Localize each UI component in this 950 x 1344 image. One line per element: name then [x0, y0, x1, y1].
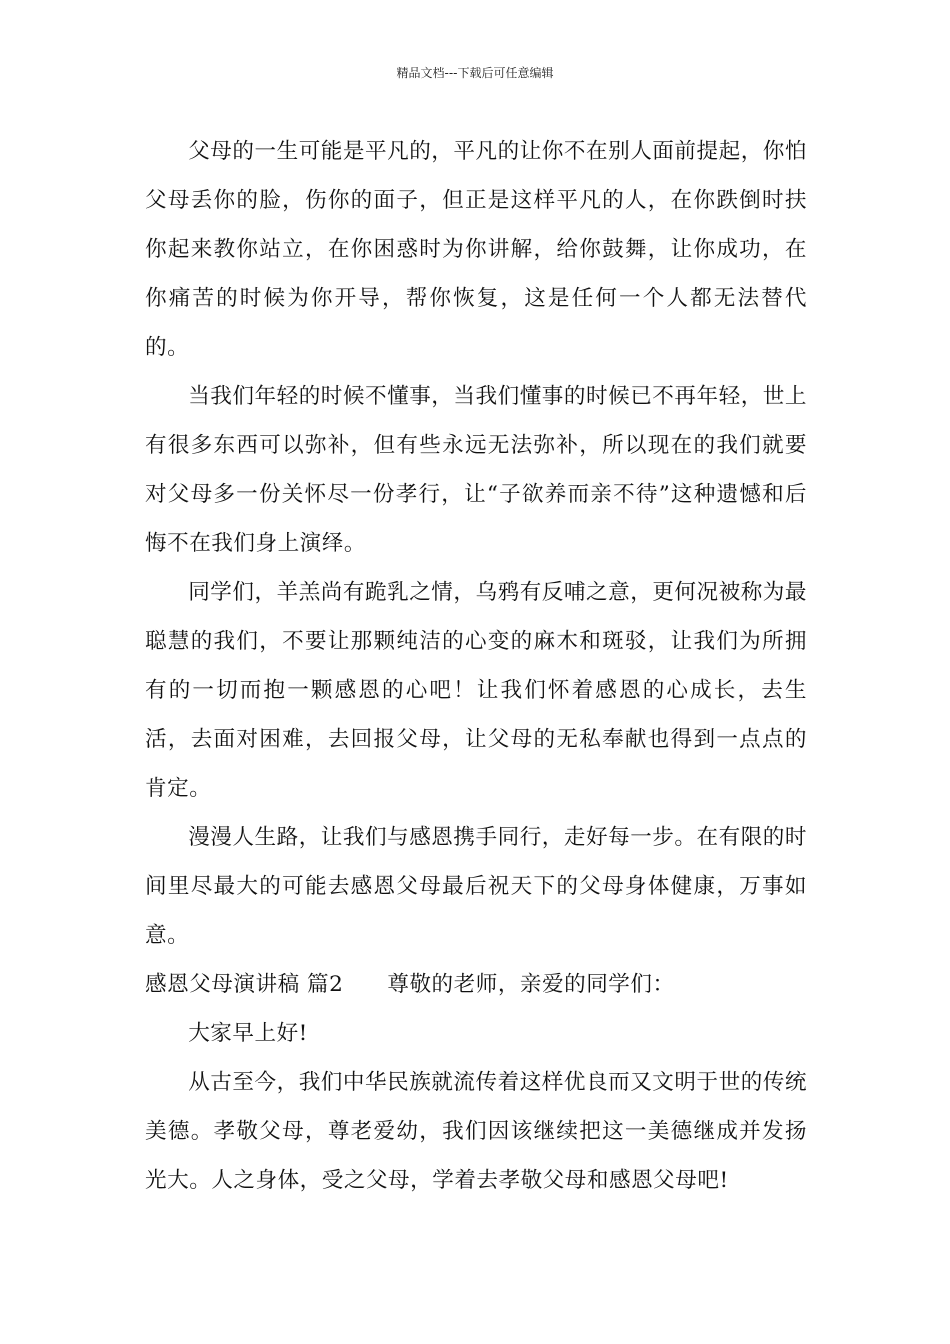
paragraph-classmates: 同学们，羊羔尚有跪乳之情，乌鸦有反哺之意，更何况被称为最聪慧的我们，不要让那颗纯洁的心变的麻木和斑驳，让我们为所拥有的一切而抱一颗感恩的心吧！让我们怀着感恩的心成长，去生活，去面对困难，去回报父母，让父母的无私奉献也得到一点点的肯定。 [145, 580, 807, 801]
section-heading-line [145, 960, 807, 1009]
section-title: 感恩父母演讲稿 篇2 [145, 972, 344, 997]
paragraph-good-morning: 大家早上好! [188, 1021, 308, 1046]
paragraph-life-road: 漫漫人生路，让我们与感恩携手同行，走好每一步。在有限的时间里尽最大的可能去感恩父母最后祝天下的父母身体健康，万事如意。 [145, 825, 807, 948]
section-greeting: 尊敬的老师，亲爱的同学们： [387, 972, 675, 997]
page-header: 精品文档---下载后可任意编辑 [396, 66, 554, 80]
paragraph-tradition: 从古至今，我们中华民族就流传着这样优良而又文明于世的传统美德。孝敬父母，尊老爱幼，我们因该继续把这一美德继成并发扬光大。人之身体，受之父母，学着去孝敬父母和感恩父母吧! [145, 1070, 807, 1193]
paragraph-young-ignorant: 当我们年轻的时候不懂事，当我们懂事的时候已不再年轻，世上有很多东西可以弥补，但有些永远无法弥补，所以现在的我们就要对父母多一份关怀尽一份孝行，让“子欲养而亲不待”这种遗憾和后悔不在我们身上演绎。 [145, 384, 807, 556]
paragraph-parents-ordinary: 父母的一生可能是平凡的，平凡的让你不在别人面前提起，你怕父母丢你的脸，伤你的面子，但正是这样平凡的人，在你跌倒时扶你起来教你站立，在你困惑时为你讲解，给你鼓舞，让你成功，在你痛苦的时候为你开导，帮你恢复，这是任何一个人都无法替代的。 [145, 139, 807, 360]
document-body [145, 127, 807, 1205]
